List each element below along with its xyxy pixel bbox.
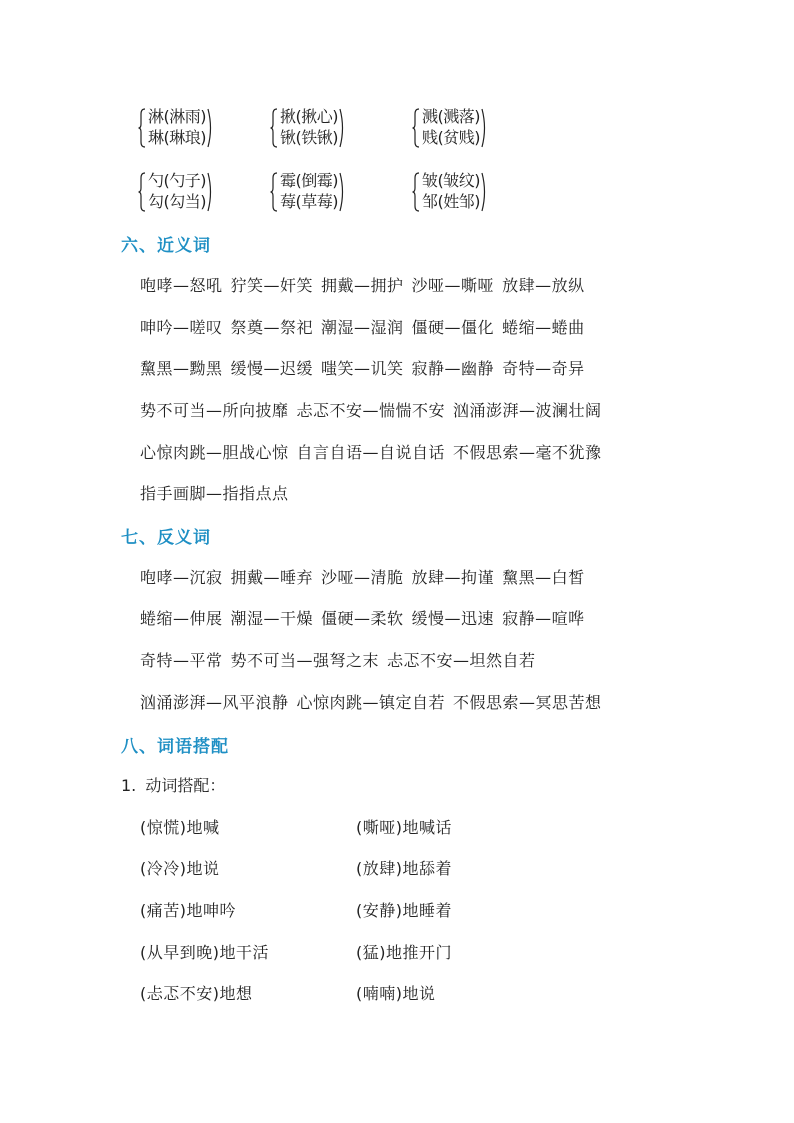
right-paren: [339, 106, 347, 148]
collocation-left: (从早到晚)地干活: [140, 943, 269, 962]
left-brace: [270, 106, 278, 148]
word-pair: 拥戴—唾弃: [230, 568, 314, 587]
word-pair: 嗤笑—讥笑: [321, 359, 404, 378]
word-line: 莓(草莓): [280, 192, 338, 211]
synonym-line: [140, 440, 610, 463]
word-pair: 缓慢—迅速: [411, 609, 495, 628]
word-pair: 汹涌澎湃—风平浪静: [140, 693, 289, 712]
collocation-left: (惊慌)地喊: [140, 818, 220, 837]
word-pair: 蜷缩—蜷曲: [502, 318, 585, 337]
collocation-right: (安静)地睡着: [356, 901, 452, 920]
word-pair: 僵硬—僵化: [411, 318, 495, 337]
word-group: [270, 170, 347, 212]
word-pair: 不假思索—冥思苦想: [453, 693, 602, 712]
collocation-right: (嘶哑)地喊话: [356, 818, 452, 837]
word-pair: 沙哑—嘶哑: [411, 276, 495, 295]
word-pair: 黧黑—白皙: [502, 568, 585, 587]
section-heading-collocation: 八、词语搭配: [121, 737, 229, 757]
right-paren: [481, 170, 489, 212]
synonym-line: [140, 315, 593, 338]
item-number: 1.: [121, 776, 137, 795]
antonym-line: [140, 648, 544, 671]
section-heading-antonyms: 七、反义词: [121, 528, 211, 548]
word-pair: 势不可当—强弩之末: [230, 651, 380, 670]
word-line: 邹(姓邹): [422, 192, 480, 211]
word-pair: 潮湿—湿润: [321, 318, 404, 337]
word-pair: 心惊肉跳—镇定自若: [296, 693, 446, 712]
word-pair: 蜷缩—伸展: [140, 609, 223, 628]
word-pair: 忐忑不安—坦然自若: [387, 651, 536, 670]
word-line: 淋(淋雨): [148, 107, 206, 126]
left-brace: [138, 106, 146, 148]
left-brace: [412, 170, 420, 212]
word-pair: 指手画脚—指指点点: [140, 484, 289, 503]
synonym-line: [140, 481, 297, 504]
word-pair: 汹涌澎湃—波澜壮阔: [453, 401, 602, 420]
word-pair: 潮湿—干燥: [230, 609, 314, 628]
word-pair: 寂静—喧哗: [502, 609, 585, 628]
right-paren: [481, 106, 489, 148]
word-pair: 寂静—幽静: [411, 359, 495, 378]
word-pair: 奇特—奇异: [502, 359, 585, 378]
collocation-right: (喃喃)地说: [356, 984, 436, 1003]
synonym-line: [140, 273, 593, 296]
synonym-line: [140, 356, 593, 379]
word-pair: 僵硬—柔软: [321, 609, 404, 628]
word-pair: 拥戴—拥护: [321, 276, 404, 295]
word-group: [138, 106, 215, 148]
word-pair: 沙哑—清脆: [321, 568, 404, 587]
word-pair: 奇特—平常: [140, 651, 223, 670]
word-line: 溅(溅落): [422, 107, 480, 126]
word-pair: 心惊肉跳—胆战心惊: [140, 443, 289, 462]
collocation-left: (痛苦)地呻吟: [140, 901, 236, 920]
word-group: [412, 106, 489, 148]
right-paren: [207, 106, 215, 148]
left-brace: [138, 170, 146, 212]
collocation-item: [121, 773, 225, 796]
word-pair: 呻吟—嗟叹: [140, 318, 223, 337]
word-line: 勺(勺子): [148, 171, 206, 190]
antonym-line: [140, 690, 610, 713]
word-group: [412, 170, 489, 212]
left-brace: [270, 170, 278, 212]
section-heading-synonyms: 六、近义词: [121, 236, 211, 256]
collocation-left: (忐忑不安)地想: [140, 984, 253, 1003]
word-pair: 咆哮—怒吼: [140, 276, 223, 295]
word-pair: 祭奠—祭祀: [230, 318, 314, 337]
word-group: [270, 106, 347, 148]
word-pair: 不假思索—毫不犹豫: [453, 443, 602, 462]
word-line: 霉(倒霉): [280, 171, 338, 190]
word-line: 锹(铁锹): [280, 128, 338, 147]
right-paren: [339, 170, 347, 212]
word-pair: 黧黑—黝黑: [140, 359, 223, 378]
word-pair: 势不可当—所向披靡: [140, 401, 289, 420]
word-line: 皱(皱纹): [422, 171, 480, 190]
collocation-right: (猛)地推开门: [356, 943, 452, 962]
word-pair: 狞笑—奸笑: [230, 276, 314, 295]
word-line: 琳(琳琅): [148, 128, 206, 147]
word-line: 勾(勾当): [148, 192, 206, 211]
word-pair: 自言自语—自说自话: [296, 443, 446, 462]
word-line: 贱(贫贱): [422, 128, 480, 147]
word-pair: 缓慢—迟缓: [230, 359, 314, 378]
word-line: 揪(揪心): [280, 107, 338, 126]
left-brace: [412, 106, 420, 148]
antonym-line: [140, 606, 593, 629]
word-group: [138, 170, 215, 212]
collocation-left: (冷冷)地说: [140, 859, 220, 878]
word-pair: 放肆—放纵: [502, 276, 585, 295]
synonym-line: [140, 398, 610, 421]
word-pair: 忐忑不安—惴惴不安: [296, 401, 446, 420]
antonym-line: [140, 565, 593, 588]
item-label: 动词搭配：: [145, 776, 226, 795]
right-paren: [207, 170, 215, 212]
collocation-right: (放肆)地舔着: [356, 859, 452, 878]
word-pair: 咆哮—沉寂: [140, 568, 223, 587]
word-pair: 放肆—拘谨: [411, 568, 495, 587]
